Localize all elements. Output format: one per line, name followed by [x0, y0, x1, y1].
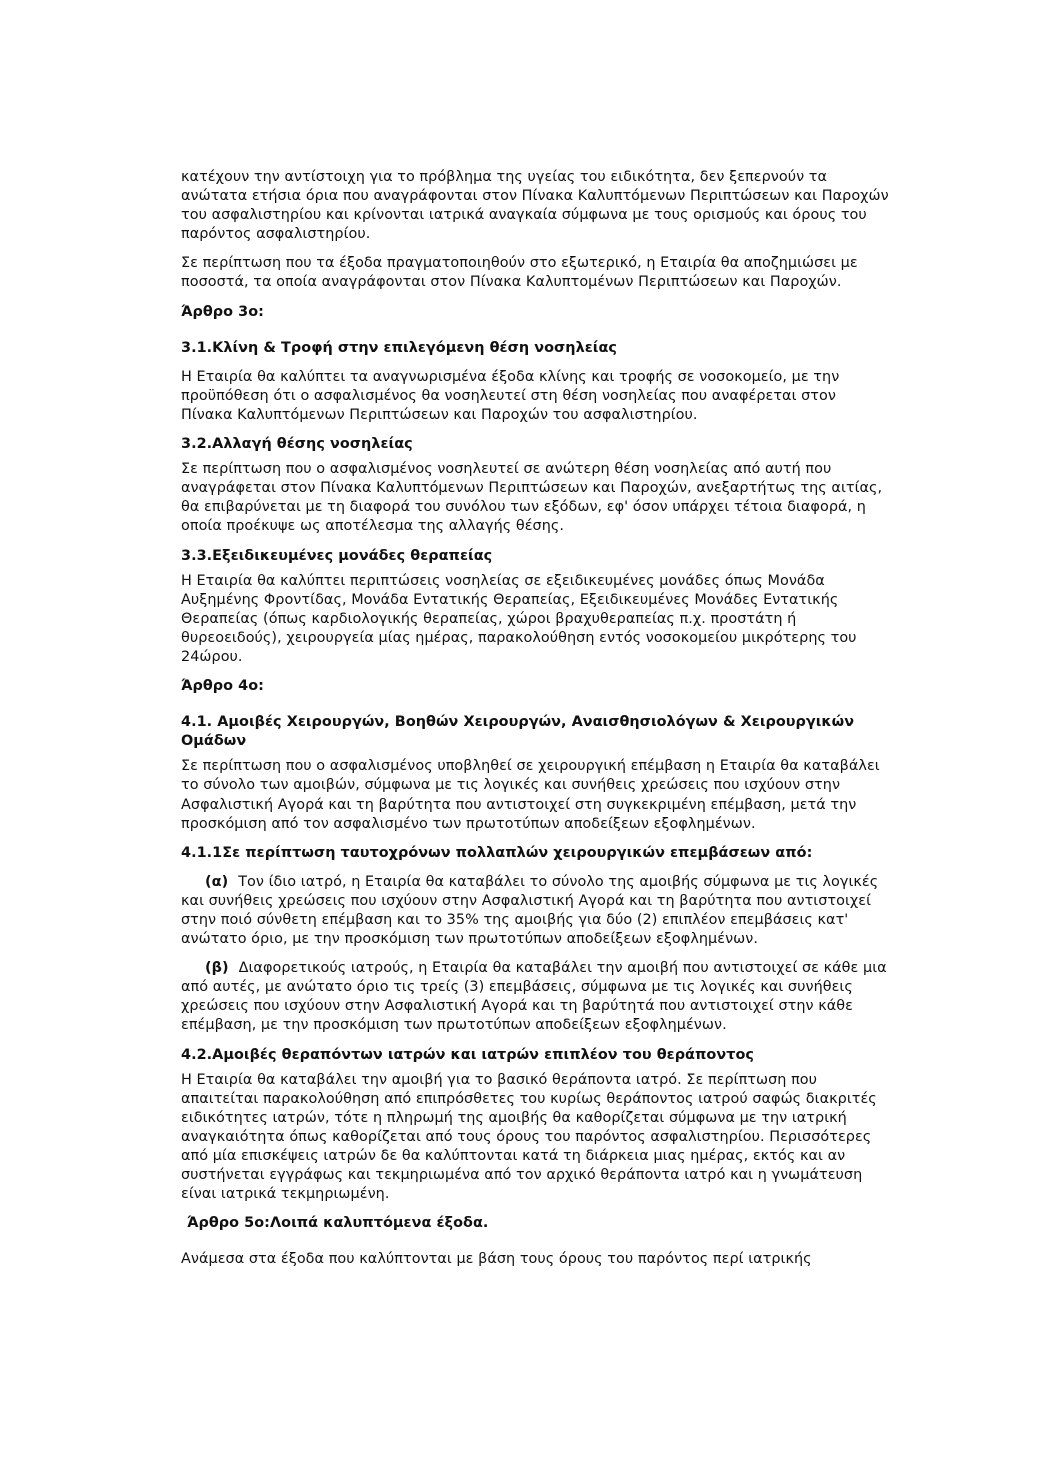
item-b-marker: (β): [205, 960, 229, 977]
item-a-text: Τον ίδιο ιατρό, η Εταιρία θα καταβάλει το σύνολο της αμοιβής σύμφωνα με τις λογικές και συνήθεις χρεώσεις που ισχύουν στην Ασφαλιστική Αγορά και τη βαρύτητα που αντιστοιχεί στην ποιό σύνθετη επέμβαση και το 35% της αμοιβής για δύο (2) επιπλέον επεμβάσεις κατ' ανώτατο όριο, με την προσκόμιση των πρωτοτύπων αποδείξεων εξοφλημένων.: [181, 873, 879, 948]
section-4-1-heading: 4.1. Αμοιβές Χειρουργών, Βοηθών Χειρουργών, Αναισθησιολόγων & Χειρουργικών Ομάδων: [181, 714, 855, 750]
section-4-1-1-heading: 4.1.1Σε περίπτωση ταυτοχρόνων πολλαπλών χειρουργικών επεμβάσεων από:: [181, 844, 813, 861]
item-a-paragraph: [181, 873, 891, 949]
paragraph-intro-continuation: κατέχουν την αντίστοιχη για το πρόβλημα της υγείας του ειδικότητα, δεν ξεπερνούν τα ανώτατα ετήσια όρια που αναγράφονται στον Πίνακα Καλυπτόμενων Περιπτώσεων και Παροχών του ασφαλιστηρίου και κρίνονται ιατρικά αναγκαία σύμφωνα με τους ορισμούς και όρους του παρόντος ασφαλιστηρίου.: [181, 169, 889, 243]
section-3-3-text: Η Εταιρία θα καλύπτει περιπτώσεις νοσηλείας σε εξειδικευμένες μονάδες όπως Μονάδα Αυξημένης Φροντίδας, Μονάδα Εντατικής Θεραπείας, Εξειδικευμένες Μονάδες Εντατικής Θεραπείας (όπως καρδιολογικής θεραπείας, χώροι βραχυθεραπείας π.χ. προστάτη ή θυρεοειδούς), χειρουργεία μίας ημέρας, παρακολούθηση εντός νοσοκομείου μικρότερης του 24ώρου.: [181, 572, 857, 665]
article-5-text: Ανάμεσα στα έξοδα που καλύπτονται με βάση τους όρους του παρόντος περί ιατρικής: [181, 1251, 812, 1268]
document-page: [181, 168, 891, 1280]
section-3-3-heading: 3.3.Εξειδικευμένες μονάδες θεραπείας: [181, 547, 493, 564]
section-3-1-text: Η Εταιρία θα καλύπτει τα αναγνωρισμένα έξοδα κλίνης και τροφής σε νοσοκομείο, με την προϋπόθεση ότι ο ασφαλισμένος θα νοσηλευτεί στη θέση νοσηλείας που αναφέρεται στον Πίνακα Καλυπτόμενων Περιπτώσεων και Παροχών του ασφαλιστηρίου.: [181, 368, 840, 423]
item-a-marker: (α): [205, 873, 229, 890]
article-4-heading: Άρθρο 4ο:: [181, 678, 264, 695]
section-4-2-heading: 4.2.Αμοιβές θεραπόντων ιατρών και ιατρών επιπλέον του θεράποντος: [181, 1046, 754, 1063]
paragraph-abroad-expenses: Σε περίπτωση που τα έξοδα πραγματοποιηθούν στο εξωτερικό, η Εταιρία θα αποζημιώσει με ποσοστά, τα οποία αναγράφονται στον Πίνακα Καλυπτομένων Περιπτώσεων και Παροχών.: [181, 255, 858, 291]
article-3-heading: Άρθρο 3ο:: [181, 303, 264, 320]
section-4-1-text: Σε περίπτωση που ο ασφαλισμένος υποβληθεί σε χειρουργική επέμβαση η Εταιρία θα καταβάλει το σύνολο των αμοιβών, σύμφωνα με τις λογικές και συνήθεις χρεώσεις που ισχύουν στην Ασφαλιστική Αγορά και τη βαρύτητα που αντιστοιχεί στη συγκεκριμένη επέμβαση, μετά την προσκόμιση από τον ασφαλισμένο των πρωτοτύπων αποδείξεων εξοφλημένων.: [181, 758, 880, 832]
section-3-2-text: Σε περίπτωση που ο ασφαλισμένος νοσηλευτεί σε ανώτερη θέση νοσηλείας από αυτή που αναγράφεται στον Πίνακα Καλυπτόμενων Περιπτώσεων και Παροχών, ανεξαρτήτως της αιτίας, θα επιβαρύνεται με τη διαφορά του συνόλου των εξόδων, εφ' όσον υπάρχει τέτοια διαφορά, η οποία προέκυψε ως αποτέλεσμα της αλλαγής θέσης.: [181, 461, 883, 535]
section-3-2-heading: 3.2.Αλλαγή θέσης νοσηλείας: [181, 436, 413, 453]
item-b-text: Διαφορετικούς ιατρούς, η Εταιρία θα καταβάλει την αμοιβή που αντιστοιχεί σε κάθε μια από αυτές, με ανώτατο όριο τις τρείς (3) επεμβάσεις, σύμφωνα με τις λογικές και συνήθεις χρεώσεις που ισχύουν στην Ασφαλιστική Αγορά και τη βαρύτητά που αντιστοιχεί στην κάθε επέμβαση, με την προσκόμιση των πρωτοτύπων αποδείξεων εξοφλημένων.: [181, 960, 887, 1034]
item-b-paragraph: [181, 959, 891, 1035]
article-5-heading: Άρθρο 5ο:Λοιπά καλυπτόμενα έξοδα.: [187, 1215, 489, 1232]
section-3-1-heading: 3.1.Κλίνη & Τροφή στην επιλεγόμενη θέση νοσηλείας: [181, 339, 617, 356]
section-4-2-text: Η Εταιρία θα καταβάλει την αμοιβή για το βασικό θεράποντα ιατρό. Σε περίπτωση που απαιτείται παρακολούθηση από επιπρόσθετες του κυρίως θεράποντος ιατρού σαφώς διακριτές ειδικότητες ιατρών, τότε η πληρωμή της αμοιβής θα καθορίζεται σύμφωνα με την ιατρική αναγκαιότητα όπως καθορίζεται από τους όρους του παρόντος ασφαλιστηρίου. Περισσότερες από μία επισκέψεις ιατρών δε θα καλύπτονται κατά τη διάρκεια μιας ημέρας, εκτός και αν συστήνεται εγγράφως και τεκμηριωμένα από τον αρχικό θεράποντα ιατρό και η γνωμάτευση είναι ιατρικά τεκμηριωμένη.: [181, 1071, 877, 1203]
